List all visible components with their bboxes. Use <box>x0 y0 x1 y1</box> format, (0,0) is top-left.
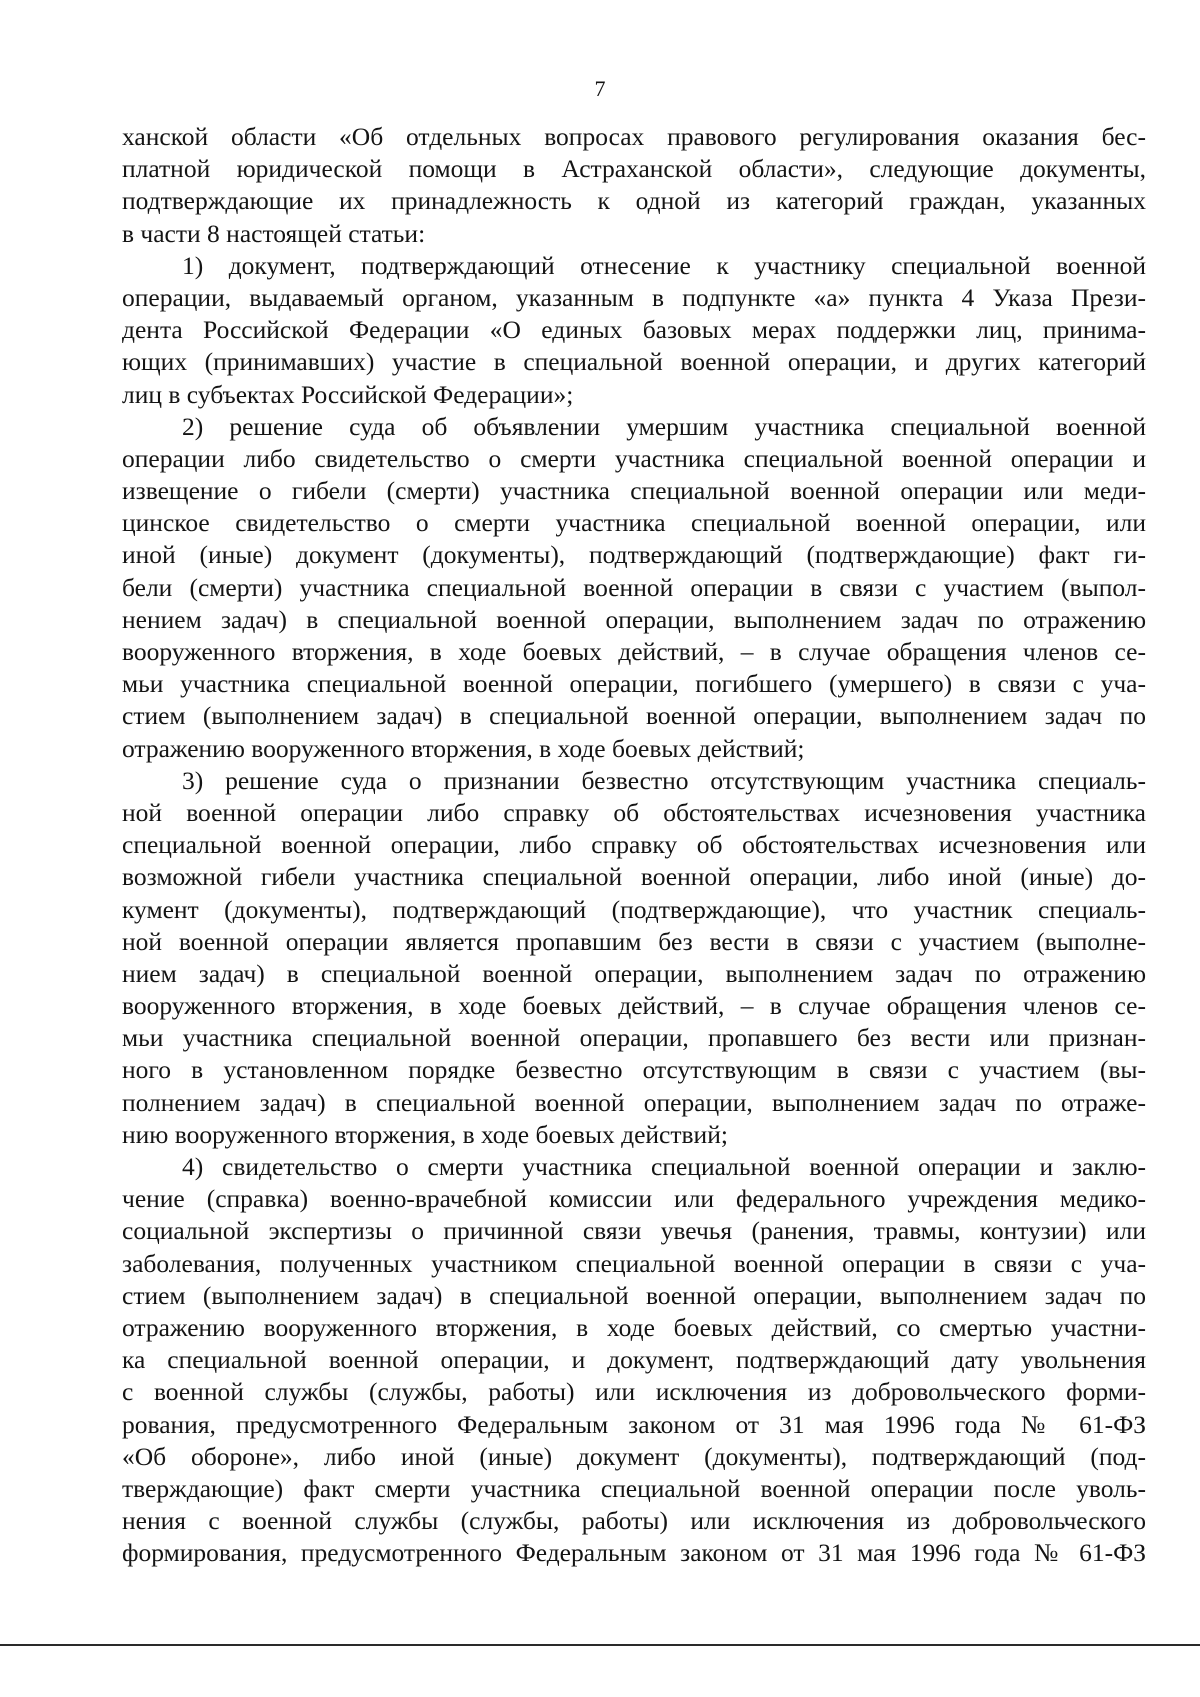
text-line: цинское свидетельство о смерти участника специальной военной операции, или <box>122 508 1146 538</box>
text-line: полнением задач) в специальной военной операции, выполнением задач по отраже- <box>122 1087 1146 1117</box>
text-line: кумент (документы), подтверждающий (подтверждающие), что участник специаль- <box>122 894 1146 924</box>
text-line: тверждающие) факт смерти участника специальной военной операции после уволь- <box>122 1473 1146 1503</box>
page-number: 7 <box>594 76 606 101</box>
text-line: в части 8 настоящей статьи: <box>122 218 426 248</box>
text-line: мьи участника специальной военной операции, пропавшего без вести или признан- <box>122 1023 1146 1053</box>
text-line: 1) документ, подтверждающий отнесение к участнику специальной военной <box>182 250 1146 280</box>
text-line: нием задач) в специальной военной операции, выполнением задач по отражению <box>122 958 1146 988</box>
text-line: нением задач) в специальной военной операции, выполнением задач по отражению <box>122 604 1146 634</box>
text-line: подтверждающие их принадлежность к одной из категорий граждан, указанных <box>122 186 1146 216</box>
text-line: формирования, предусмотренного Федеральным законом от 31 мая 1996 года № 61-ФЗ <box>122 1538 1146 1568</box>
text-line: нию вооруженного вторжения, в ходе боевых действий; <box>122 1119 728 1149</box>
text-line: дента Российской Федерации «О единых базовых мерах поддержки лиц, принима- <box>122 315 1146 345</box>
text-line: ной военной операции является пропавшим без вести в связи с участием (выполне- <box>122 926 1146 956</box>
text-line: «Об обороне», либо иной (иные) документ (документы), подтверждающий (под- <box>122 1441 1146 1471</box>
text-line: 4) свидетельство о смерти участника специальной военной операции и заклю- <box>182 1152 1146 1181</box>
text-line: бели (смерти) участника специальной военной операции в связи с участием (выпол- <box>122 572 1146 602</box>
text-line: ка специальной военной операции, и документ, подтверждающий дату увольнения <box>122 1345 1146 1375</box>
text-line: отражению вооруженного вторжения, в ходе боевых действий; <box>122 733 805 763</box>
text-line: нения с военной службы (службы, работы) или исключения из добровольческого <box>122 1506 1146 1536</box>
text-line: 2) решение суда об объявлении умершим участника специальной военной <box>182 411 1146 441</box>
text-line: вооруженного вторжения, в ходе боевых действий, – в случае обращения членов се- <box>122 637 1146 666</box>
text-line: мьи участника специальной военной операции, погибшего (умершего) в связи с уча- <box>122 669 1146 699</box>
text-line: иной (иные) документ (документы), подтверждающий (подтверждающие) факт ги- <box>122 540 1146 570</box>
page-bottom-rule <box>0 1644 1200 1646</box>
text-line: вооруженного вторжения, в ходе боевых действий, – в случае обращения членов се- <box>122 991 1146 1021</box>
document-body <box>122 121 1146 1569</box>
text-line: отражению вооруженного вторжения, в ходе боевых действий, со смертью участни- <box>122 1312 1146 1342</box>
text-line: лиц в субъектах Российской Федерации»; <box>122 379 574 409</box>
text-line: возможной гибели участника специальной военной операции, либо иной (иные) до- <box>122 862 1146 892</box>
text-line: рования, предусмотренного Федеральным законом от 31 мая 1996 года № 61-ФЗ <box>122 1409 1146 1439</box>
text-line: чение (справка) военно-врачебной комиссии или федерального учреждения медико- <box>122 1184 1146 1214</box>
text-line: операции либо свидетельство о смерти участника специальной военной операции и <box>122 443 1146 473</box>
text-line: ханской области «Об отдельных вопросах правового регулирования оказания бес- <box>122 122 1146 151</box>
text-line: 3) решение суда о признании безвестно отсутствующим участника специаль- <box>182 765 1146 795</box>
text-line: стием (выполнением задач) в специальной военной операции, выполнением задач по <box>122 1280 1146 1310</box>
text-line: специальной военной операции, либо справку об обстоятельствах исчезновения или <box>122 830 1146 860</box>
text-line: социальной экспертизы о причинной связи увечья (ранения, травмы, контузии) или <box>122 1216 1146 1246</box>
text-line: заболевания, полученных участником специальной военной операции в связи с уча- <box>122 1248 1146 1278</box>
text-line: с военной службы (службы, работы) или исключения из добровольческого форми- <box>122 1377 1146 1407</box>
text-line: ного в установленном порядке безвестно отсутствующим в связи с участием (вы- <box>122 1055 1146 1085</box>
text-line: извещение о гибели (смерти) участника специальной военной операции или меди- <box>122 476 1146 506</box>
text-line: стием (выполнением задач) в специальной военной операции, выполнением задач по <box>122 701 1146 731</box>
text-line: ной военной операции либо справку об обстоятельствах исчезновения участника <box>122 797 1146 827</box>
text-line: платной юридической помощи в Астраханской области», следующие документы, <box>122 154 1146 184</box>
text-line: ющих (принимавших) участие в специальной военной операции, и других категорий <box>122 347 1146 377</box>
text-line: операции, выдаваемый органом, указанным в подпункте «а» пункта 4 Указа Прези- <box>122 282 1146 312</box>
